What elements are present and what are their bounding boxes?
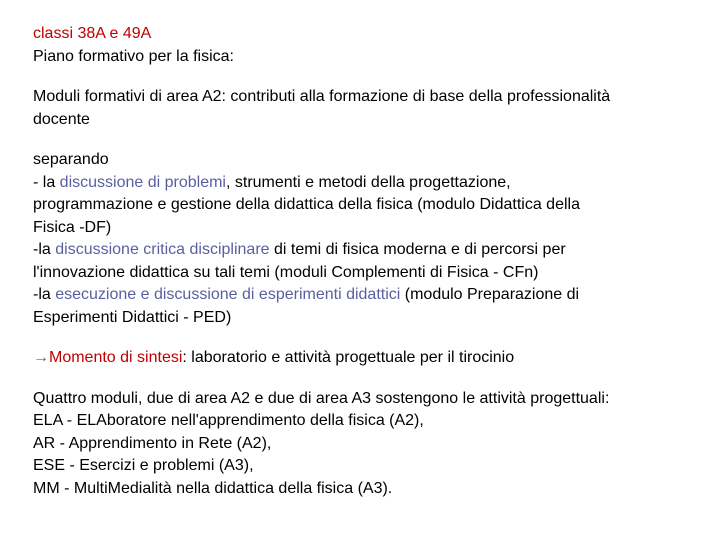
slide-title: classi 38A e 49A bbox=[33, 25, 152, 42]
sintesi-highlight: Momento di sintesi bbox=[49, 349, 183, 366]
separando-intro: separando bbox=[33, 151, 109, 168]
sintesi-line bbox=[33, 347, 705, 370]
spacer bbox=[33, 131, 705, 149]
item2-highlight: discussione critica disciplinare bbox=[55, 241, 270, 258]
item1-highlight: discussione di problemi bbox=[59, 173, 226, 191]
item1-line-2: programmazione e gestione della didattica della fisica (modulo Didattica della bbox=[33, 196, 580, 213]
item2-rest: di temi di fisica moderna e di percorsi per bbox=[269, 241, 566, 258]
sintesi-rest: : laboratorio e attività progettuale per il tirocinio bbox=[182, 349, 515, 366]
item1-rest: , strumenti e metodi della progettazione, bbox=[225, 173, 511, 191]
moduli-a2-line-2: docente bbox=[33, 110, 90, 128]
item2-prefix: -la bbox=[33, 241, 56, 258]
spacer bbox=[33, 329, 705, 347]
item1-line-1 bbox=[33, 172, 705, 195]
item3-line-2: Esperimenti Didattici - PED) bbox=[33, 308, 232, 326]
quattro-intro: Quattro moduli, due di area A2 e due di area A3 sostengono le attività progettuali: bbox=[33, 389, 610, 407]
slide-subtitle: Piano formativo per la fisica: bbox=[33, 47, 234, 65]
moduli-a2-line-1: Moduli formativi di area A2: contributi alla formazione di base della professionalità bbox=[33, 88, 611, 105]
spacer bbox=[33, 68, 705, 86]
item3-line-1 bbox=[33, 284, 705, 307]
item3-highlight: esecuzione e discussione di esperimenti didattici bbox=[55, 286, 401, 303]
list-item: ESE - Esercizi e problemi (A3), bbox=[33, 457, 254, 474]
item2-line-1 bbox=[33, 239, 705, 262]
item3-rest: (modulo Preparazione di bbox=[400, 286, 580, 303]
list-item: AR - Apprendimento in Rete (A2), bbox=[33, 434, 272, 452]
slide-text bbox=[33, 23, 705, 500]
item3-prefix: -la bbox=[33, 286, 56, 303]
arrow-icon: → bbox=[33, 349, 49, 366]
list-item: ELA - ELAboratore nell'apprendimento della fisica (A2), bbox=[33, 412, 424, 429]
item1-prefix: - la bbox=[33, 173, 60, 191]
item1-line-3: Fisica -DF) bbox=[33, 218, 112, 236]
list-item: MM - MultiMedialità nella didattica della fisica (A3). bbox=[33, 479, 393, 497]
spacer bbox=[33, 370, 705, 388]
item2-line-2: l'innovazione didattica su tali temi (moduli Complementi di Fisica - CFn) bbox=[33, 263, 539, 281]
